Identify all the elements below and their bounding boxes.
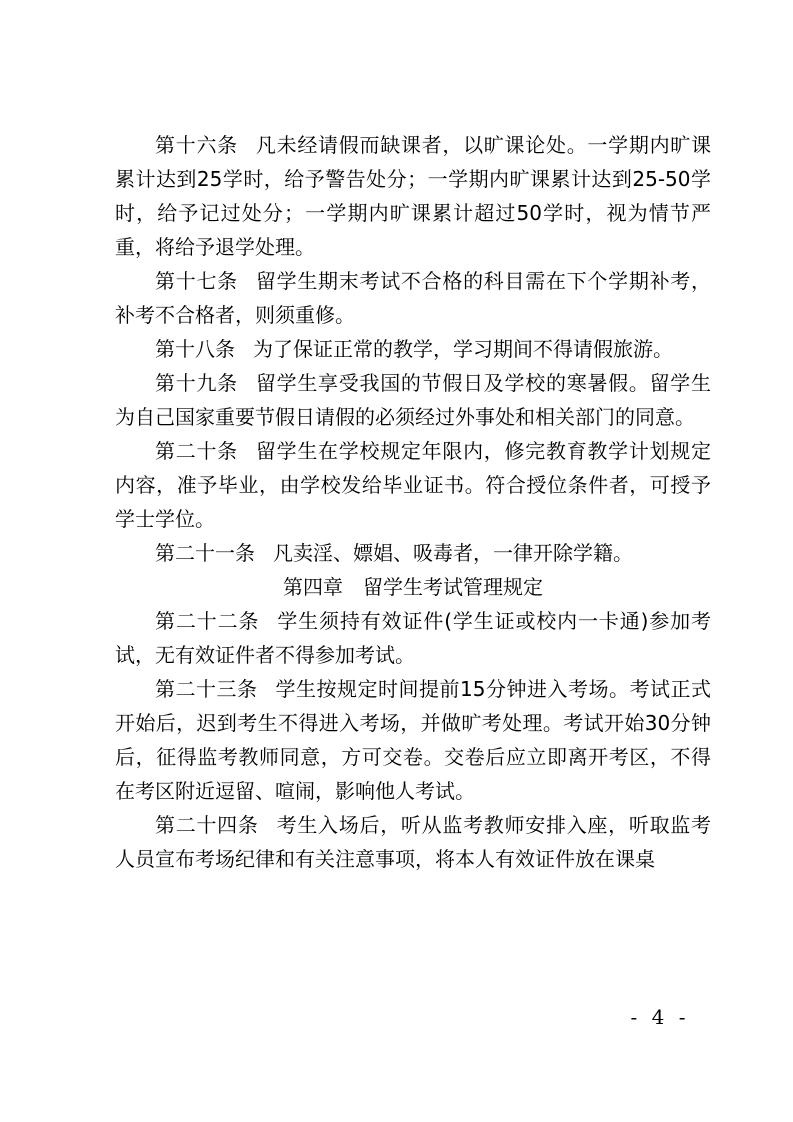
article-number: 第十七条 xyxy=(155,269,238,293)
article-text: 留学生期末考试不合格的科目需在下个学期补考，补考不合格者，则须重修。 xyxy=(115,269,712,327)
chapter-heading: 第四章 留学生考试管理规定 xyxy=(283,575,543,599)
article-21 xyxy=(115,536,711,570)
article-17 xyxy=(115,264,711,332)
article-number: 第二十二条 xyxy=(155,609,260,633)
article-number: 第十八条 xyxy=(155,337,235,361)
article-23 xyxy=(115,672,711,808)
article-text: 留学生在学校规定年限内，修完教育教学计划规定内容，准予毕业，由学校发给毕业证书。符合授位条件者，可授予学士学位。 xyxy=(115,439,712,531)
document-body xyxy=(115,128,711,876)
article-18 xyxy=(115,332,711,366)
article-text: 凡未经请假而缺课者，以旷课论处。一学期内旷课累计达到25学时，给予警告处分；一学期内旷课累计达到25-50学时，给予记过处分；一学期内旷课累计超过50学时，视为情节严重，将给予退学处理。 xyxy=(115,133,712,259)
article-text: 留学生享受我国的节假日及学校的寒暑假。留学生为自己国家重要节假日请假的必须经过外事处和相关部门的同意。 xyxy=(115,371,712,429)
article-16 xyxy=(115,128,711,264)
article-text: 学生按规定时间提前15分钟进入考场。考试正式开始后，迟到考生不得进入考场，并做旷考处理。考试开始30分钟后，征得监考教师同意，方可交卷。交卷后应立即离开考区，不得在考区附近逗留、喧闹，影响他人考试。 xyxy=(115,677,712,803)
article-number: 第二十条 xyxy=(155,439,238,463)
article-number: 第二十三条 xyxy=(155,677,258,701)
article-number: 第二十四条 xyxy=(155,813,259,837)
article-text: 考生入场后，听从监考教师安排入座，听取监考人员宣布考场纪律和有关注意事项，将本人有效证件放在课桌 xyxy=(115,813,712,871)
article-text: 为了保证正常的教学，学习期间不得请假旅游。 xyxy=(253,337,673,361)
article-number: 第二十一条 xyxy=(155,541,255,565)
article-22 xyxy=(115,604,711,672)
article-number: 第十六条 xyxy=(155,133,238,157)
article-text: 凡卖淫、嫖娼、吸毒者，一律开除学籍。 xyxy=(273,541,633,565)
page-number: - 4 - xyxy=(630,1005,690,1029)
article-number: 第十九条 xyxy=(155,371,238,395)
article-19 xyxy=(115,366,711,434)
article-text: 学生须持有效证件(学生证或校内一卡通)参加考试，无有效证件者不得参加考试。 xyxy=(115,609,712,667)
article-20 xyxy=(115,434,711,536)
article-24 xyxy=(115,808,711,876)
